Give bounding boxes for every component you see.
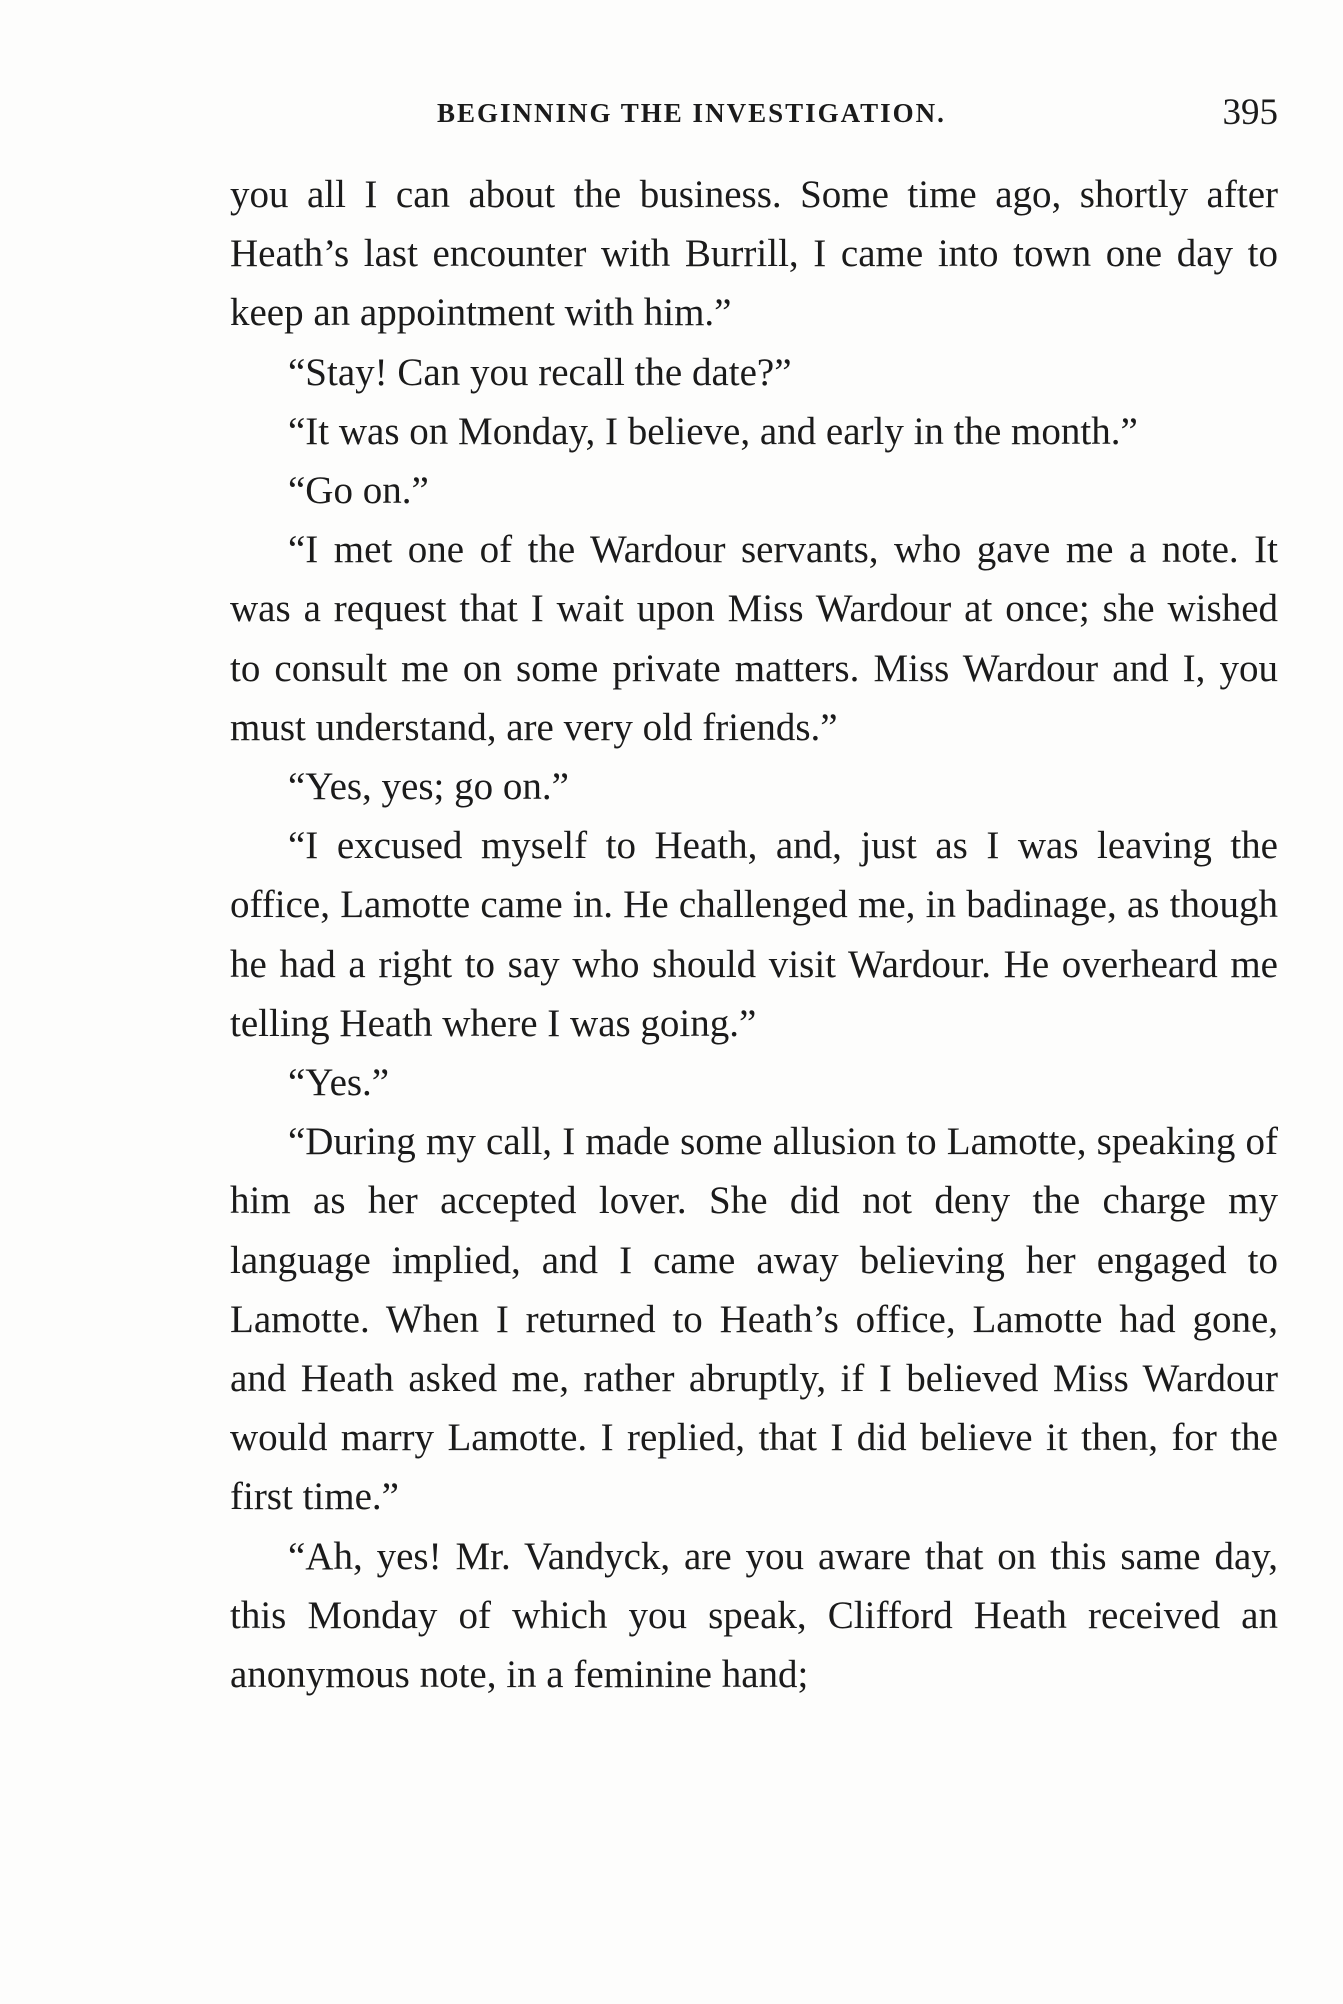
paragraph-dialogue: “Ah, yes! Mr. Vandyck, are you aware that on this same day, this Monday of which you speak, Clifford Heath received an anonymous note, in a feminine hand; [230,1534,1278,1697]
page-number: 395 [1222,92,1278,133]
paragraph-dialogue: “I met one of the Wardour servants, who gave me a note. It was a request that I wait upon Miss Wardour at once; she wished to consult me on some private matters. Miss Wardour and I, you must understand, are very old friends.” [230,528,1278,749]
paragraph-dialogue: “Stay! Can you recall the date?” [288,350,792,394]
paragraph-dialogue: “Yes.” [288,1061,390,1105]
paragraph-dialogue: “I excused myself to Heath, and, just as I was leaving the office, Lamotte came in. He challenged me, in badinage, as though he had a right to say who should visit Wardour. He overheard me telling Heath where I was going.” [230,824,1278,1045]
chapter-title: BEGINNING THE INVESTIGATION. [437,98,946,128]
paragraph-dialogue: “It was on Monday, I believe, and early in the month.” [288,409,1138,453]
paragraph-continued: you all I can about the business. Some time ago, shortly after Heath’s last encounter with Burrill, I came into town one day to keep an appointment with him.” [230,173,1278,335]
paragraph-dialogue: “During my call, I made some allusion to Lamotte, speaking of him as her accepted lover. She did not deny the charge my language implied, and I came away believing her engaged to Lamotte. When I returned to Heath’s office, Lamotte had gone, and Heath asked me, rather abruptly, if I believed Miss Wardour would marry Lamotte. I replied, that I did believe it then, for the first time.” [230,1120,1278,1519]
running-head [230,88,1278,138]
body-text [230,165,1278,1704]
paragraph-dialogue: “Yes, yes; go on.” [288,765,569,809]
paragraph-dialogue: “Go on.” [288,469,429,513]
